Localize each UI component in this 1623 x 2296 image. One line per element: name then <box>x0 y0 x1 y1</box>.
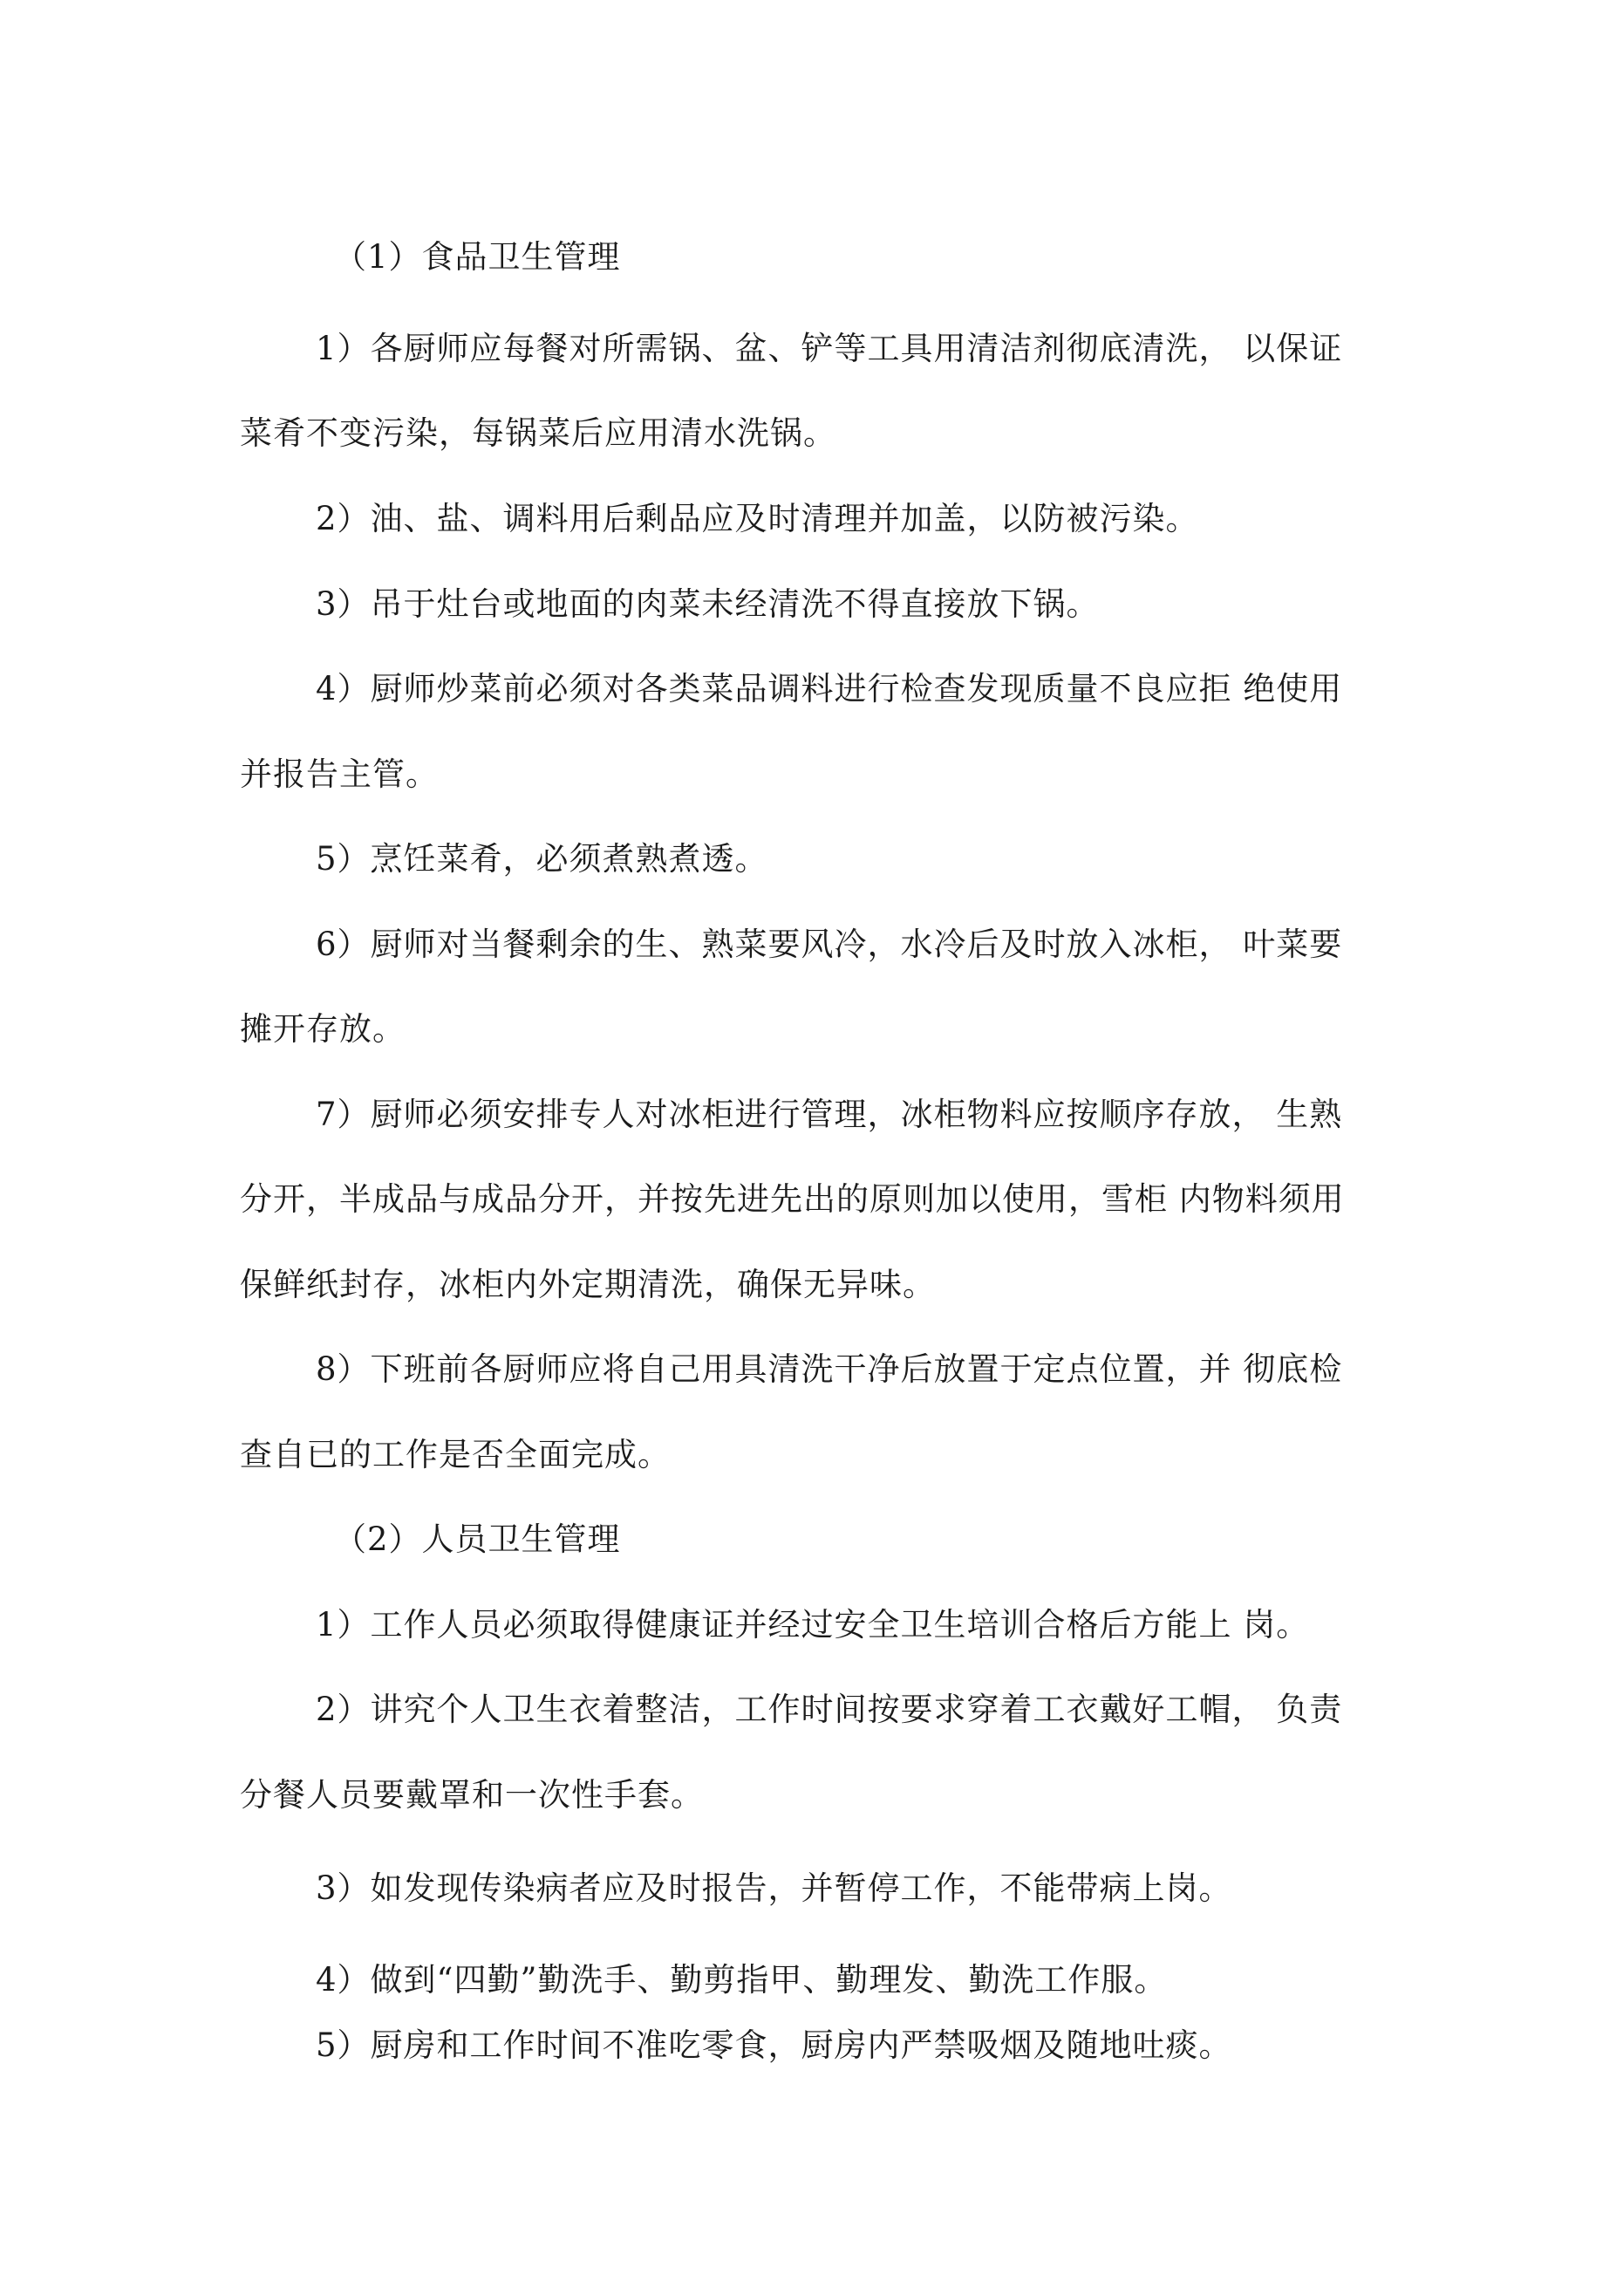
paragraph-line: 分餐人员要戴罩和一次性手套。 <box>240 1776 704 1814</box>
paragraph-line: 5）烹饪菜肴，必须煮熟煮透。 <box>316 840 768 878</box>
section-heading-staff-hygiene: （2）人员卫生管理 <box>334 1520 621 1558</box>
paragraph-line: 4）做到“四勤”勤洗手、勤剪指甲、勤理发、勤洗工作服。 <box>316 1961 1168 1999</box>
paragraph-line: 分开，半成品与成品分开，并按先进先出的原则加以使用，雪柜 内物料须用 <box>240 1180 1345 1218</box>
paragraph-line: 保鲜纸封存，冰柜内外定期清洗，确保无异味。 <box>240 1266 936 1303</box>
paragraph-line: 1）工作人员必须取得健康证并经过安全卫生培训合格后方能上 岗。 <box>316 1606 1310 1643</box>
paragraph-line: 2）油、盐、调料用后剩品应及时清理并加盖，以防被污染。 <box>316 500 1199 537</box>
paragraph-line: 2）讲究个人卫生衣着整洁，工作时间按要求穿着工衣戴好工帽， 负责 <box>316 1691 1343 1728</box>
paragraph-line: 摊开存放。 <box>240 1010 406 1048</box>
section-heading-food-hygiene: （1）食品卫生管理 <box>334 238 621 276</box>
paragraph-line: 查自已的工作是否全面完成。 <box>240 1436 671 1473</box>
paragraph-line: 4）厨师炒菜前必须对各类菜品调料进行检查发现质量不良应拒 绝使用 <box>316 670 1343 707</box>
paragraph-line: 菜肴不变污染，每锅菜后应用清水洗锅。 <box>240 414 836 452</box>
paragraph-line: 7）厨师必须安排专人对冰柜进行管理，冰柜物料应按顺序存放， 生熟 <box>316 1096 1343 1133</box>
paragraph-line: 5）厨房和工作时间不准吃零食，厨房内严禁吸烟及随地吐痰。 <box>316 2026 1232 2064</box>
paragraph-line: 8）下班前各厨师应将自己用具清洗干净后放置于定点位置，并 彻底检 <box>316 1350 1343 1388</box>
paragraph-line: 3）吊于灶台或地面的肉菜未经清洗不得直接放下锅。 <box>316 585 1100 623</box>
paragraph-line: 并报告主管。 <box>240 755 439 793</box>
paragraph-line: 6）厨师对当餐剩余的生、熟菜要风冷，水冷后及时放入冰柜， 叶菜要 <box>316 926 1343 963</box>
paragraph-line: 1）各厨师应每餐对所需锅、盆、铲等工具用清洁剂彻底清洗， 以保证 <box>316 330 1343 367</box>
paragraph-line: 3）如发现传染病者应及时报告，并暂停工作，不能带病上岗。 <box>316 1869 1232 1907</box>
